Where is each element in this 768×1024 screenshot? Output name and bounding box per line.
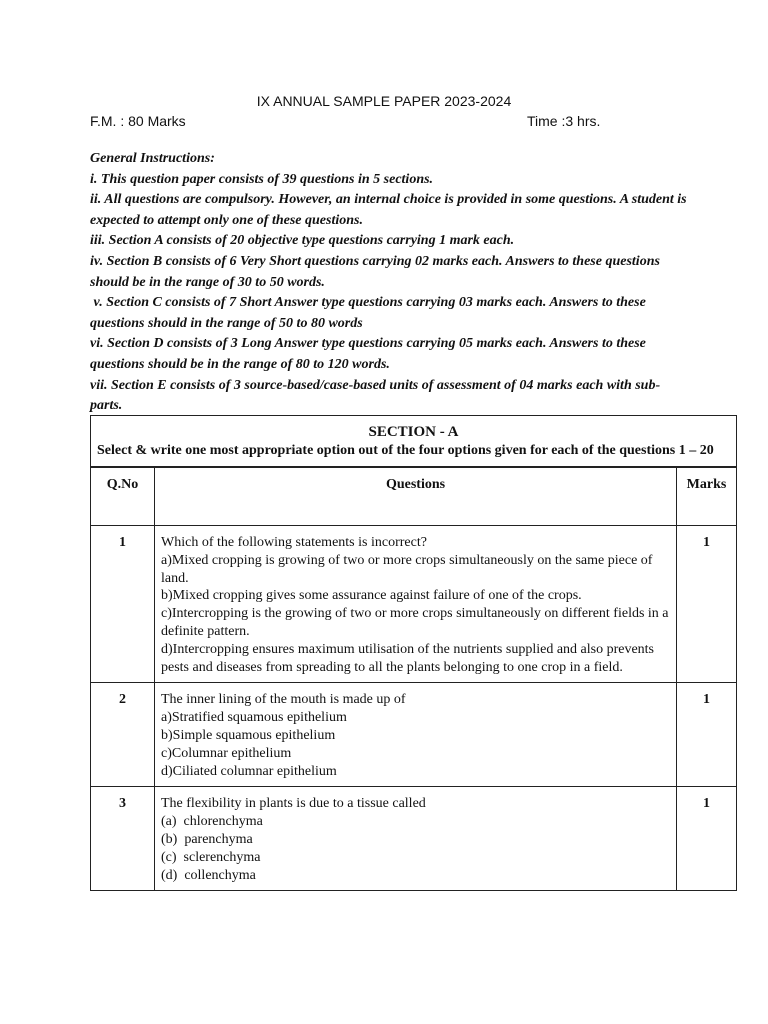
section-instruction: Select & write one most appropriate option out of the four options given for each of the questions 1 – 20: [97, 443, 714, 458]
column-header-questions: Questions: [155, 467, 677, 526]
instruction-item: vii. Section E consists of 3 source-based/case-based units of assessment of 04 marks each with sub-parts.: [90, 377, 661, 414]
question-cell: [155, 787, 677, 891]
question-number: 1: [91, 526, 155, 683]
instructions-heading: General Instructions:: [90, 151, 215, 166]
general-instructions: [90, 149, 690, 417]
instruction-item: v. Section C consists of 7 Short Answer type questions carrying 03 marks each. Answers to these questions should in the range of 50 to 80 words: [90, 295, 650, 331]
table-row: [91, 787, 737, 891]
option-c: c)Columnar epithelium: [161, 745, 292, 761]
question-number: 3: [91, 787, 155, 891]
question-text: The flexibility in plants is due to a tissue called: [161, 796, 426, 812]
table-header-row: [91, 467, 737, 526]
full-marks: F.M. : 80 Marks: [90, 113, 186, 129]
option-d: (d) collenchyma: [161, 867, 256, 883]
instruction-item: iv. Section B consists of 6 Very Short questions carrying 02 marks each. Answers to these questions should be in the range of 30 to 50 words.: [90, 253, 660, 290]
option-a: (a) chlorenchyma: [161, 814, 263, 830]
question-cell: [155, 683, 677, 787]
question-text: Which of the following statements is incorrect?: [161, 535, 427, 550]
option-a: a)Stratified squamous epithelium: [161, 710, 347, 726]
option-a: a)Mixed cropping is growing of two or more crops simultaneously on the same piece of land.: [161, 552, 653, 586]
question-marks: 1: [677, 787, 737, 891]
option-d: d)Intercropping ensures maximum utilisation of the nutrients supplied and also prevents pests and diseases from spreading to all the plants belonging to one crop in a field.: [161, 641, 655, 675]
paper-title: IX ANNUAL SAMPLE PAPER 2023-2024: [256, 93, 512, 109]
instruction-item: ii. All questions are compulsory. However, an internal choice is provided in some questions. A student is expected to attempt only one of these questions.: [90, 192, 687, 228]
option-b: b)Simple squamous epithelium: [161, 727, 336, 743]
table-row: [91, 526, 737, 683]
question-text: The inner lining of the mouth is made up of: [161, 692, 406, 708]
column-header-marks: Marks: [677, 467, 737, 526]
time-allowed: Time :3 hrs.: [527, 113, 601, 129]
question-cell: [155, 526, 677, 683]
question-number: 2: [91, 683, 155, 787]
question-marks: 1: [677, 683, 737, 787]
question-table: [90, 415, 737, 891]
instruction-item: vi. Section D consists of 3 Long Answer type questions carrying 05 marks each. Answers to these questions should be in the range of 80 to 120 words.: [90, 336, 646, 372]
instruction-item: iii. Section A consists of 20 objective type questions carrying 1 mark each.: [90, 233, 515, 249]
option-b: b)Mixed cropping gives some assurance against failure of one of the crops.: [161, 588, 582, 604]
option-c: (c) sclerenchyma: [161, 849, 261, 865]
section-title: SECTION - A: [368, 424, 459, 440]
section-a-table-wrapper: [90, 415, 736, 891]
table-row: [91, 683, 737, 787]
option-b: (b) parenchyma: [161, 831, 253, 847]
option-c: c)Intercropping is the growing of two or more crops simultaneously on different fields in a definite pattern.: [161, 606, 669, 639]
column-header-qno: Q.No: [91, 467, 155, 526]
section-header: [91, 416, 737, 468]
option-d: d)Ciliated columnar epithelium: [161, 763, 337, 779]
instruction-item: i. This question paper consists of 39 questions in 5 sections.: [90, 171, 434, 187]
question-marks: 1: [677, 526, 737, 683]
